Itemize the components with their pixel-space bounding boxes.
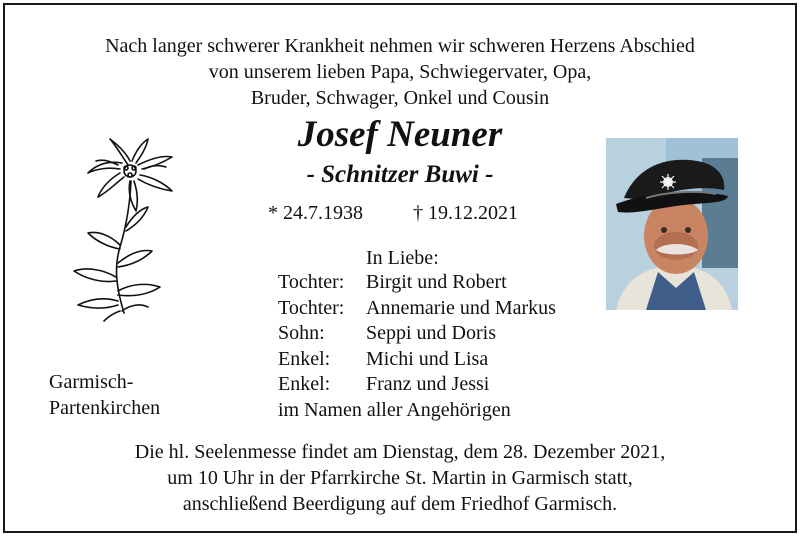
family-row — [278, 321, 556, 347]
service-line: um 10 Uhr in der Pfarrkirche St. Martin in Garmisch statt, — [167, 467, 633, 489]
place-line: Partenkirchen — [49, 396, 161, 419]
family-row — [278, 296, 556, 322]
family-names: Michi und Lisa — [366, 347, 489, 370]
family-role: Tochter: — [278, 296, 345, 319]
intro-line: von unserem lieben Papa, Schwiegervater, Opa, — [208, 61, 592, 83]
portrait-image — [606, 138, 738, 310]
family-names: Annemarie und Markus — [366, 296, 556, 319]
intro-line: Nach langer schwerer Krankheit nehmen wir schweren Herzens Abschied — [105, 35, 695, 57]
all-relatives-line: im Namen aller Angehörigen — [278, 398, 511, 421]
family-role: Tochter: — [278, 271, 345, 293]
place-line: Garmisch- — [49, 371, 134, 393]
family-names: Seppi und Doris — [366, 322, 496, 344]
service-line: anschließend Beerdigung auf dem Friedhof Garmisch. — [182, 493, 618, 515]
family-role: Enkel: — [278, 373, 331, 395]
family-names: Franz und Jessi — [366, 373, 490, 395]
family-row — [278, 372, 556, 398]
service-line: Die hl. Seelenmesse findet am Dienstag, dem 28. Dezember 2021, — [134, 441, 666, 463]
nickname: - Schnitzer Buwi - — [306, 161, 494, 188]
place-name — [49, 370, 160, 421]
intro-line: Bruder, Schwager, Onkel und Cousin — [250, 87, 550, 109]
family-list — [278, 270, 556, 423]
deceased-name: Josef Neuner — [297, 114, 503, 155]
intro-text — [0, 33, 800, 111]
death-date: † 19.12.2021 — [413, 202, 518, 224]
family-role: Enkel: — [278, 347, 331, 370]
birth-date: * 24.7.1938 — [268, 202, 363, 224]
family-row — [278, 347, 556, 373]
in-love-label: In Liebe: — [366, 247, 439, 269]
family-row — [278, 270, 556, 296]
family-names: Birgit und Robert — [366, 271, 507, 293]
family-role: Sohn: — [278, 322, 325, 344]
service-notice — [0, 439, 800, 517]
portrait-photo — [606, 138, 738, 310]
